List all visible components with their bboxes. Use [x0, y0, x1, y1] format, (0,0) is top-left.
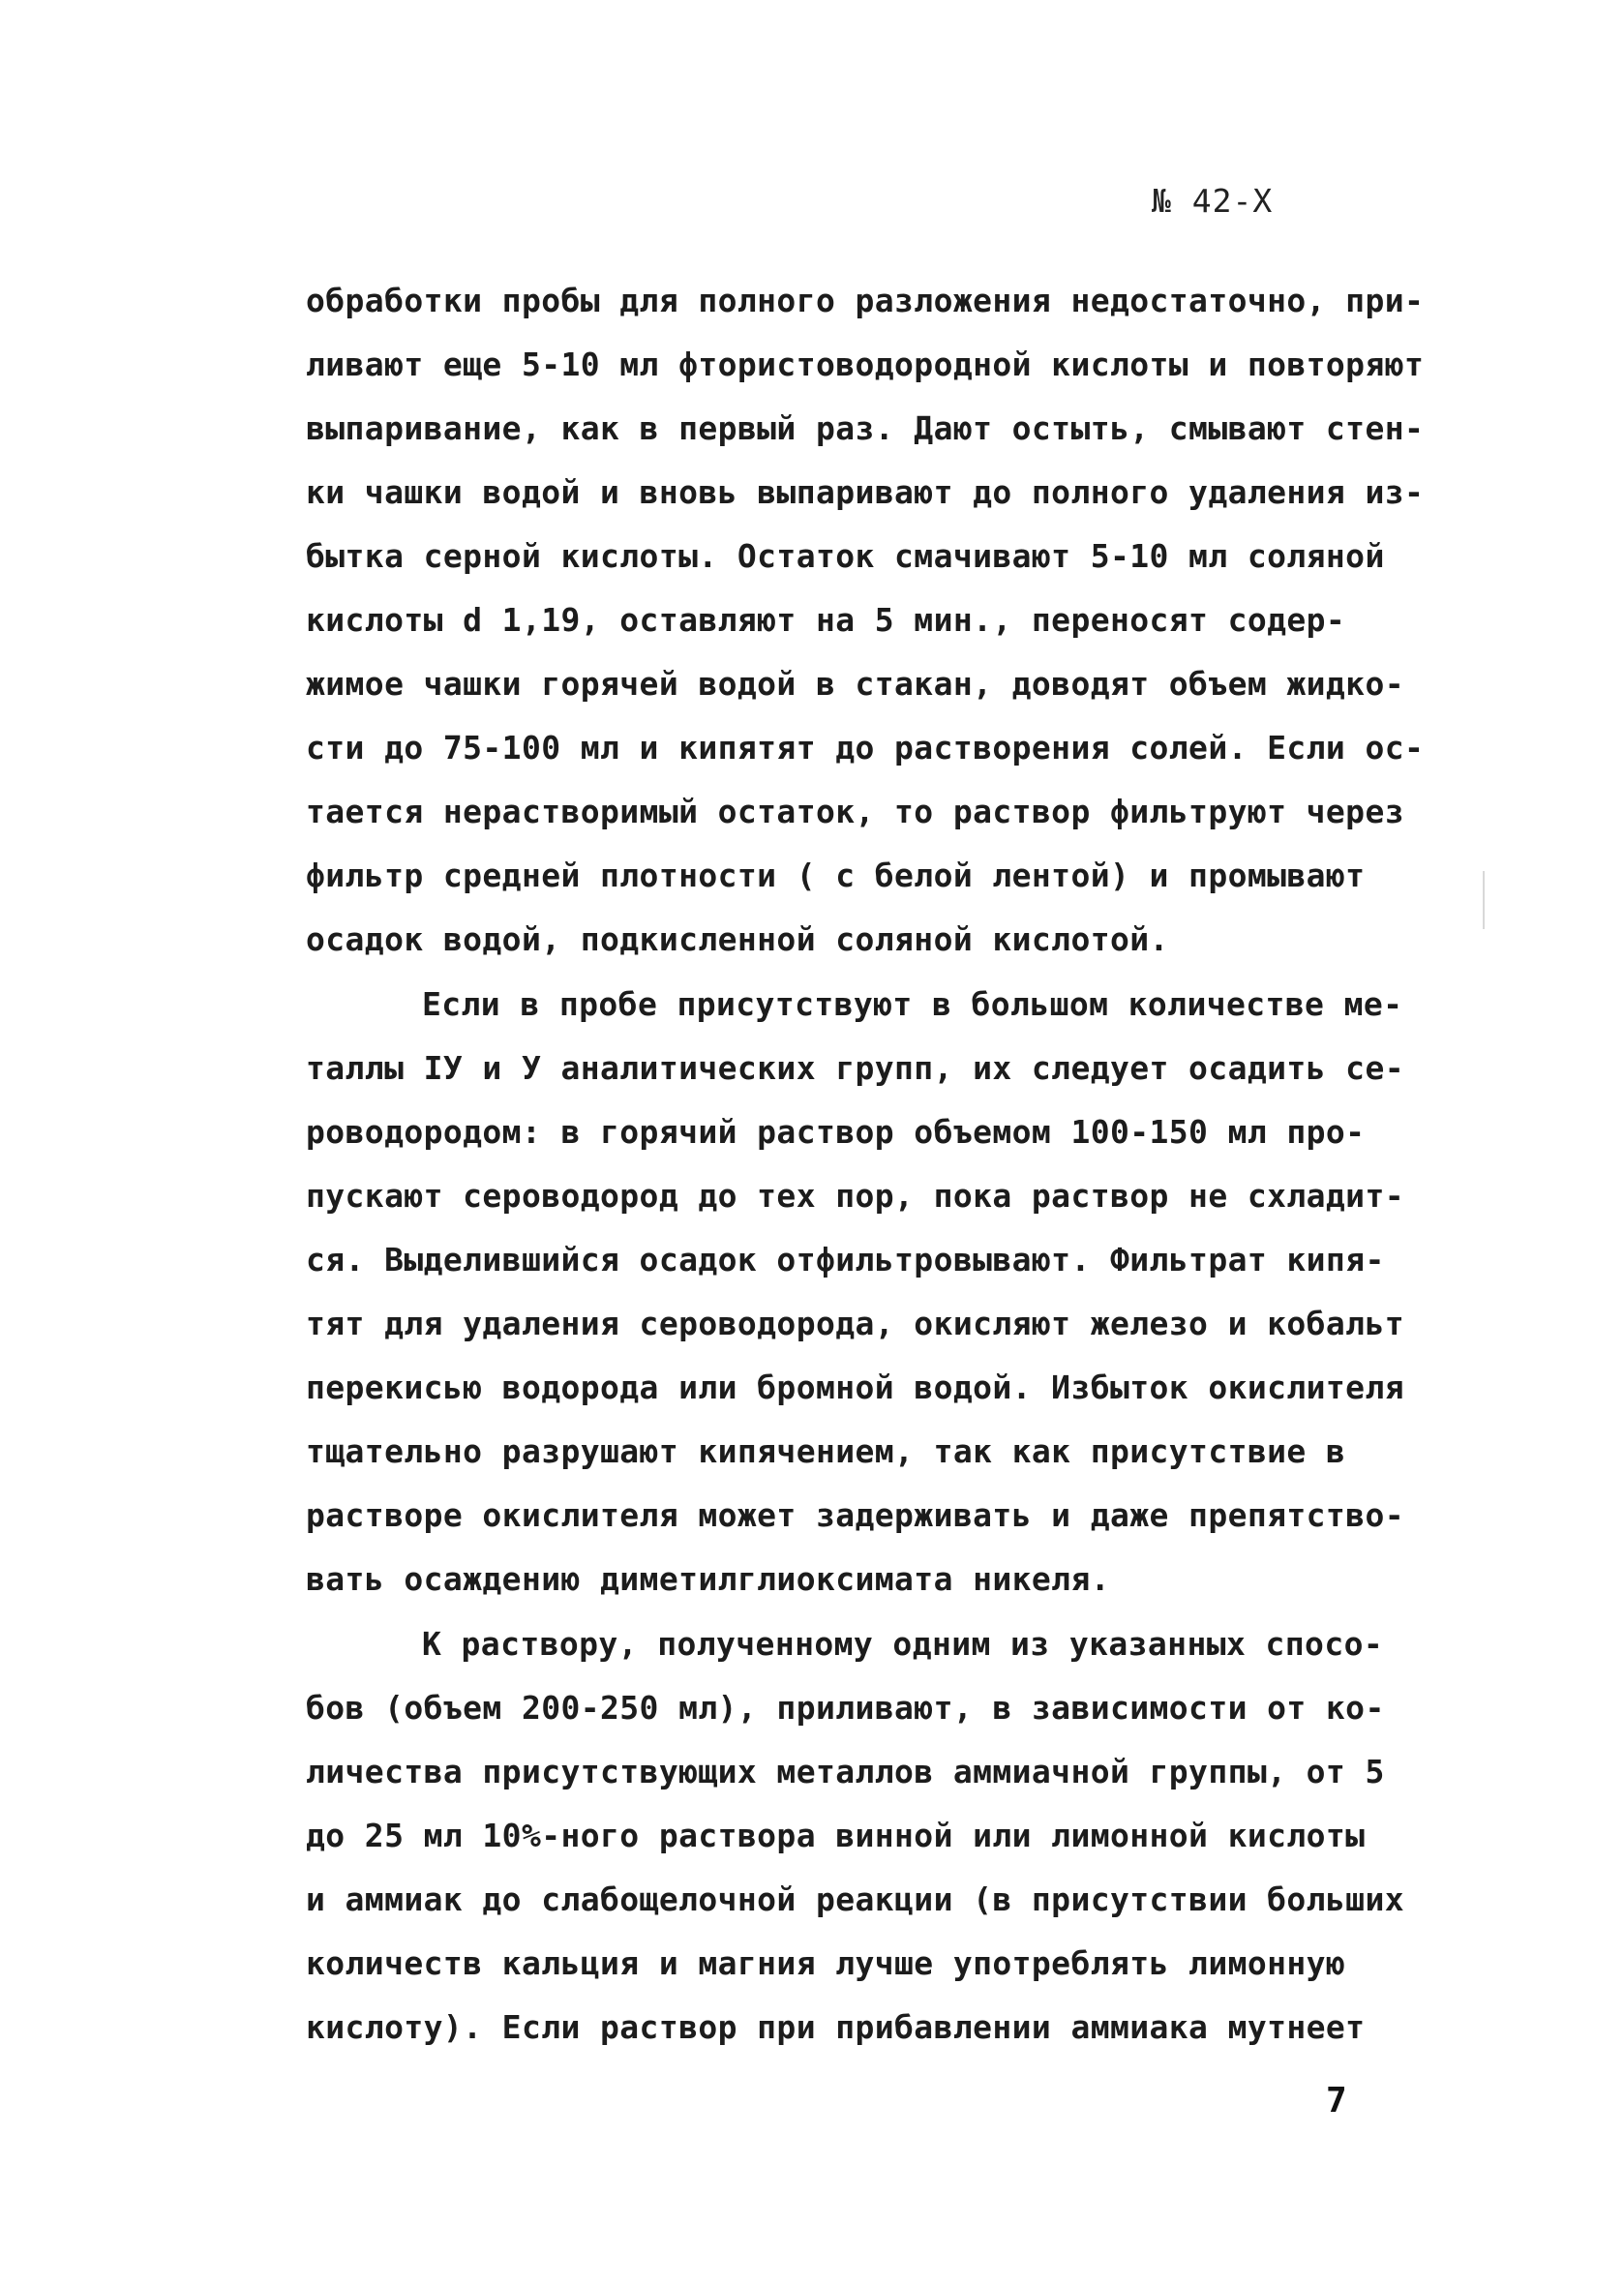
text-line: ливают еще 5-10 мл фтористоводородной кислоты и повторяют [306, 346, 1425, 383]
text-line: растворе окислителя может задерживать и даже препятство- [306, 1496, 1404, 1534]
text-line: перекисью водорода или бромной водой. Избыток окислителя [306, 1369, 1404, 1406]
text-line: кислоты d 1,19, оставляют на 5 мин., переносят содер- [306, 601, 1346, 639]
text-line: пускают сероводород до тех пор, пока раствор не схладит- [306, 1177, 1404, 1215]
text-line: бытка серной кислоты. Остаток смачивают 5-10 мл соляной [306, 537, 1385, 575]
paragraph-1 [306, 269, 1425, 972]
text-line: тается нерастворимый остаток, то раствор фильтруют через [306, 793, 1404, 830]
text-line: ся. Выделившийся осадок отфильтровывают. Фильтрат кипя- [306, 1241, 1385, 1278]
text-line: Если в пробе присутствуют в большом количестве ме- [422, 985, 1403, 1023]
text-line: обработки пробы для полного разложения недостаточно, при- [306, 282, 1425, 319]
text-line: и аммиак до слабощелочной реакции (в присутствии больших [306, 1880, 1404, 1918]
text-line: тят для удаления сероводорода, окисляют железо и кобальт [306, 1305, 1404, 1342]
text-line: жимое чашки горячей водой в стакан, доводят объем жидко- [306, 665, 1404, 703]
text-line: вать осаждению диметилглиоксимата никеля. [306, 1560, 1110, 1598]
text-line: роводородом: в горячий раствор объемом 100-150 мл про- [306, 1113, 1366, 1151]
scan-artifact [1483, 871, 1485, 929]
text-line: ки чашки водой и вновь выпаривают до полного удаления из- [306, 473, 1425, 511]
text-line: сти до 75-100 мл и кипятят до растворения солей. Если ос- [306, 729, 1425, 767]
text-line: количеств кальция и магния лучше употреблять лимонную [306, 1944, 1346, 1982]
text-line: до 25 мл 10%-ного раствора винной или лимонной кислоты [306, 1817, 1366, 1854]
text-line: осадок водой, подкисленной соляной кислотой. [306, 920, 1169, 958]
text-line: выпаривание, как в первый раз. Дают остыть, смывают стен- [306, 409, 1425, 447]
paragraph-3 [306, 1612, 1409, 2060]
text-line: таллы IУ и У аналитических групп, их следует осадить се- [306, 1049, 1404, 1087]
text-line: личества присутствующих металлов аммиачной группы, от 5 [306, 1753, 1385, 1790]
document-number: № 42-Х [1152, 182, 1274, 220]
text-line: бов (объем 200-250 мл), приливают, в зависимости от ко- [306, 1689, 1385, 1727]
text-line: кислоту). Если раствор при прибавлении аммиака мутнеет [306, 2008, 1366, 2046]
text-line: фильтр средней плотности ( с белой лентой) и промывают [306, 857, 1366, 894]
page-number: 7 [1326, 2081, 1347, 2121]
text-line: К раствору, полученному одним из указанных спосо- [422, 1625, 1384, 1663]
text-line: тщательно разрушают кипячением, так как присутствие в [306, 1432, 1346, 1470]
paragraph-2 [306, 973, 1409, 1611]
